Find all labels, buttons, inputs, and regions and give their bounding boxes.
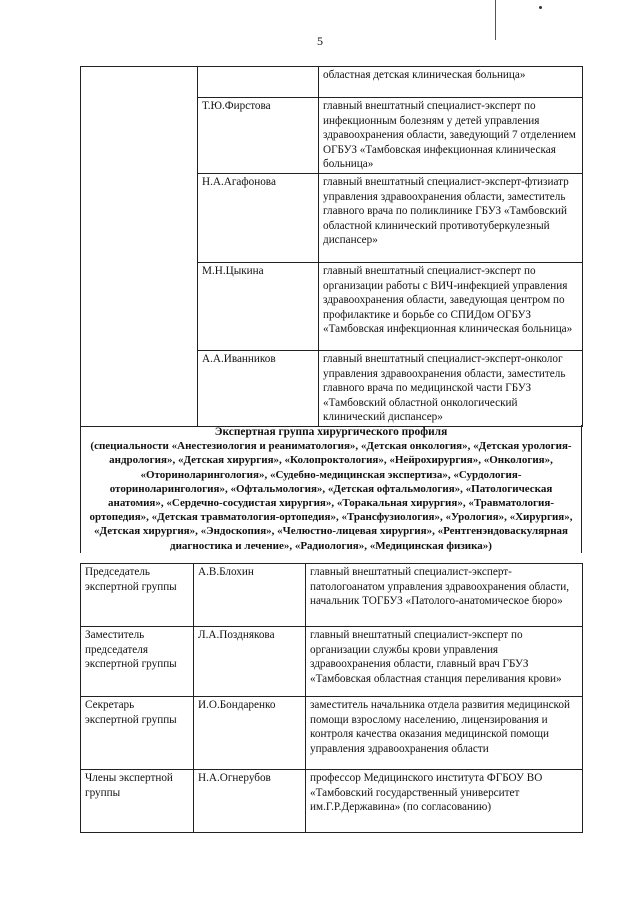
member-description: профессор Медицинского института ФГБОУ ВО «Тамбовский государственный университет им.Г.Р.Державина» (по согласованию) xyxy=(306,770,583,833)
member-name: Л.А.Позднякова xyxy=(194,627,306,697)
group-title: Экспертная группа хирургического профиля xyxy=(214,426,448,438)
member-role: Секретарь экспертной группы xyxy=(81,697,194,770)
member-name xyxy=(198,67,319,98)
page-number: 5 xyxy=(317,34,323,48)
member-role: Председатель экспертной группы xyxy=(81,564,194,627)
member-role: Члены экспертной группы xyxy=(81,770,194,833)
member-description: областная детская клиническая больница» xyxy=(319,67,583,98)
table-row xyxy=(81,67,583,98)
member-description: главный внештатный специалист-эксперт-онколог управления здравоохранения области, заместитель главного врача по медицинской части ГБУЗ «Тамбовский областной онкологический клинический диспансер» xyxy=(319,350,583,426)
member-name: А.А.Иванников xyxy=(198,350,319,426)
members-table-continued xyxy=(80,66,583,427)
member-name: М.Н.Цыкина xyxy=(198,262,319,350)
member-description: главный внештатный специалист-эксперт по организации службы крови управления здравоохранения области, главный врач ГБУЗ «Тамбовская областная станция переливания крови» xyxy=(306,627,583,697)
org-cell xyxy=(81,67,198,427)
table-row xyxy=(81,564,583,627)
member-name: И.О.Бондаренко xyxy=(194,697,306,770)
member-name: А.В.Блохин xyxy=(194,564,306,627)
scan-dot-mark xyxy=(539,6,542,9)
member-name: Т.Ю.Фирстова xyxy=(198,98,319,174)
table-row xyxy=(81,627,583,697)
table-row xyxy=(81,770,583,833)
member-description: главный внештатный специалист-эксперт-фтизиатр управления здравоохранения области, заместитель главного врача по поликлинике ГБУЗ «Тамбовский областной клинический противотуберкулезный диспансер» xyxy=(319,173,583,262)
table-row xyxy=(81,697,583,770)
member-description: главный внештатный специалист-эксперт по инфекционным болезням у детей управления здравоохранения области, заведующий 7 отделением ОГБУЗ «Тамбовская инфекционная клиническая больница» xyxy=(319,98,583,174)
member-description: заместитель начальника отдела развития медицинской помощи взрослому населению, лицензирования и контроля качества оказания медицинской помощи управления здравоохранения области xyxy=(306,697,583,770)
member-name: Н.А.Огнерубов xyxy=(194,770,306,833)
expert-group-header xyxy=(80,425,582,553)
member-description: главный внештатный специалист-эксперт-патологоанатом управления здравоохранения области, начальник ТОГБУЗ «Патолого-анатомическое бюро» xyxy=(306,564,583,627)
member-role: Заместитель председателя экспертной группы xyxy=(81,627,194,697)
member-description: главный внештатный специалист-эксперт по организации работы с ВИЧ-инфекцией управления здравоохранения области, заведующая центром по профилактике и борьбе со СПИДом ОГБУЗ «Тамбовская инфекционная клиническая больница» xyxy=(319,262,583,350)
surgical-group-table xyxy=(80,563,583,833)
member-name: Н.А.Агафонова xyxy=(198,173,319,262)
group-specialties: (специальности «Анестезиология и реаниматология», «Детская онкология», «Детская урология-андрология», «Детская хирургия», «Колопроктология», «Нейрохирургия», «Онкология», «Оториноларингология», «Судебно-медицинская экспертиза», «Сурдология-оториноларингология», «Офтальмология», «Детская офтальмология», «Патологическая анатомия», «Сердечно-сосудистая хирургия», «Торакальная хирургия», «Травматология-ортопедия», «Детская травматология-ортопедия», «Трансфузиология», «Урология», «Хирургия», «Детская хирургия», «Эндоскопия», «Челюстно-лицевая хирургия», «Рентгенэндоваскулярная диагностика и лечение», «Радиология», «Медицинская физика») xyxy=(89,440,573,552)
